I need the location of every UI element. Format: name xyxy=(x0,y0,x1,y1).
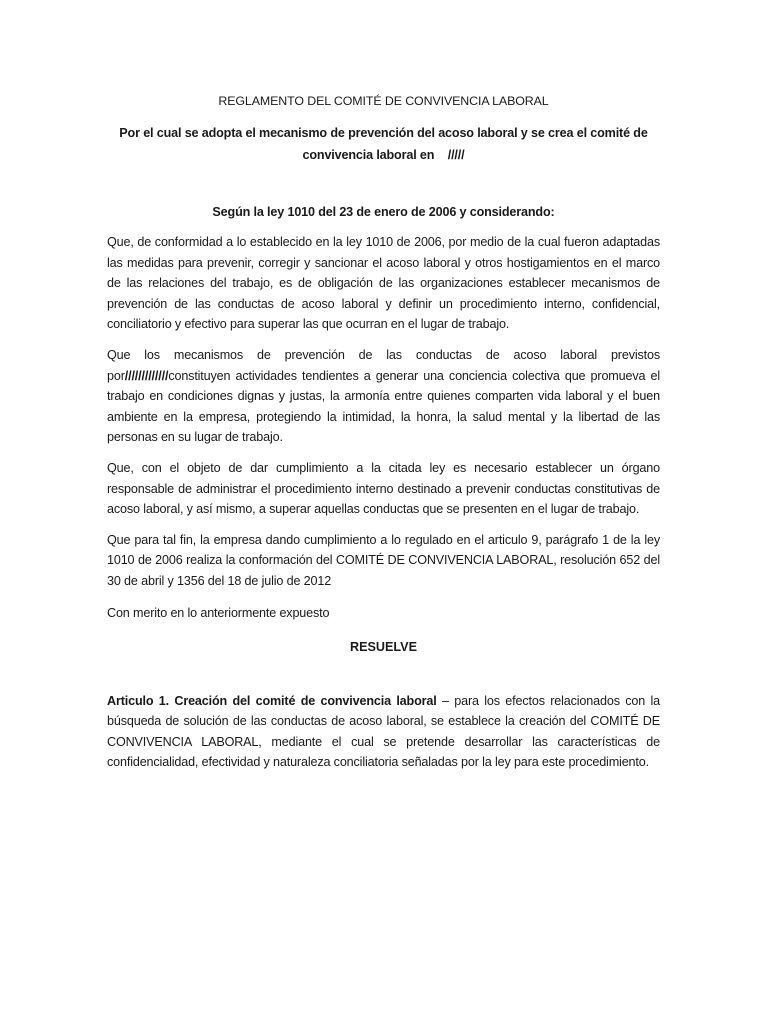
paragraph-2-start: Que los mecanismos de prevención de las conductas de acoso laboral previstos por xyxy=(107,347,660,383)
article-1-heading: Articulo 1. Creación del comité de convivencia laboral xyxy=(107,693,437,708)
paragraph-4: Que para tal fin, la empresa dando cumplimiento a lo regulado en el articulo 9, parágrafo 1 de la ley 1010 de 2006 realiza la conformación del COMITÉ DE CONVIVENCIA LABORAL, resolución 652 del 30 de abril y 1356 del 18 de julio de 2012 xyxy=(107,532,660,588)
paragraph-2 xyxy=(107,345,660,448)
considering-heading: Según la ley 1010 del 23 de enero de 2006 y considerando: xyxy=(212,205,555,219)
resuelve-heading: RESUELVE xyxy=(350,639,417,654)
subtitle-line-2: convivencia laboral en xyxy=(302,148,435,162)
paragraph-1: Que, de conformidad a lo establecido en la ley 1010 de 2006, por medio de la cual fueron adaptadas las medidas para prevenir, corregir y sancionar el acoso laboral y otros hostigamientos en el marco de las relaciones del trabajo, es de obligación de las organizaciones establecer mecanismos de prevención de las conductas de acoso laboral y definir un procedimiento interno, confidencial, conciliatorio y efectivo para superar las que ocurran en el lugar de trabajo. xyxy=(107,235,660,332)
article-1 xyxy=(107,691,660,773)
document-body xyxy=(107,92,660,773)
document-title: REGLAMENTO DEL COMITÉ DE CONVIVENCIA LABORAL xyxy=(218,94,549,108)
article-1-body: – para los efectos relacionados con la búsqueda de solución de las conductas de acoso laboral, se establece la creación del COMITÉ DE CONVIVENCIA LABORAL, mediante el cual se pretende desarrollar las características de confidencialidad, efectividad y naturaleza conciliatoria señaladas por la ley para este procedimiento. xyxy=(107,693,661,770)
paragraph-2-redaction-slashes: ///////////// xyxy=(124,368,169,383)
paragraph-5: Con merito en lo anteriormente expuesto xyxy=(107,605,330,620)
paragraph-2-end: constituyen actividades tendientes a generar una conciencia colectiva que promueva el trabajo en condiciones dignas y justas, la armonía entre quienes comparten vida laboral y el buen ambiente en la empresa, protegiendo la intimidad, la honra, la salud mental y la libertad de las personas en su lugar de trabajo. xyxy=(107,368,660,445)
paragraph-3: Que, con el objeto de dar cumplimiento a la citada ley es necesario establecer un órgano responsable de administrar el procedimiento interno destinado a prevenir conductas constitutivas de acoso laboral, y así mismo, a superar aquellas conductas que se presenten en el lugar de trabajo. xyxy=(107,460,660,517)
subtitle-redaction-slashes: ///// xyxy=(447,148,465,162)
subtitle-line-1: Por el cual se adopta el mecanismo de prevención del acoso laboral y se crea el comité de xyxy=(119,126,648,140)
document-subtitle xyxy=(107,122,660,166)
